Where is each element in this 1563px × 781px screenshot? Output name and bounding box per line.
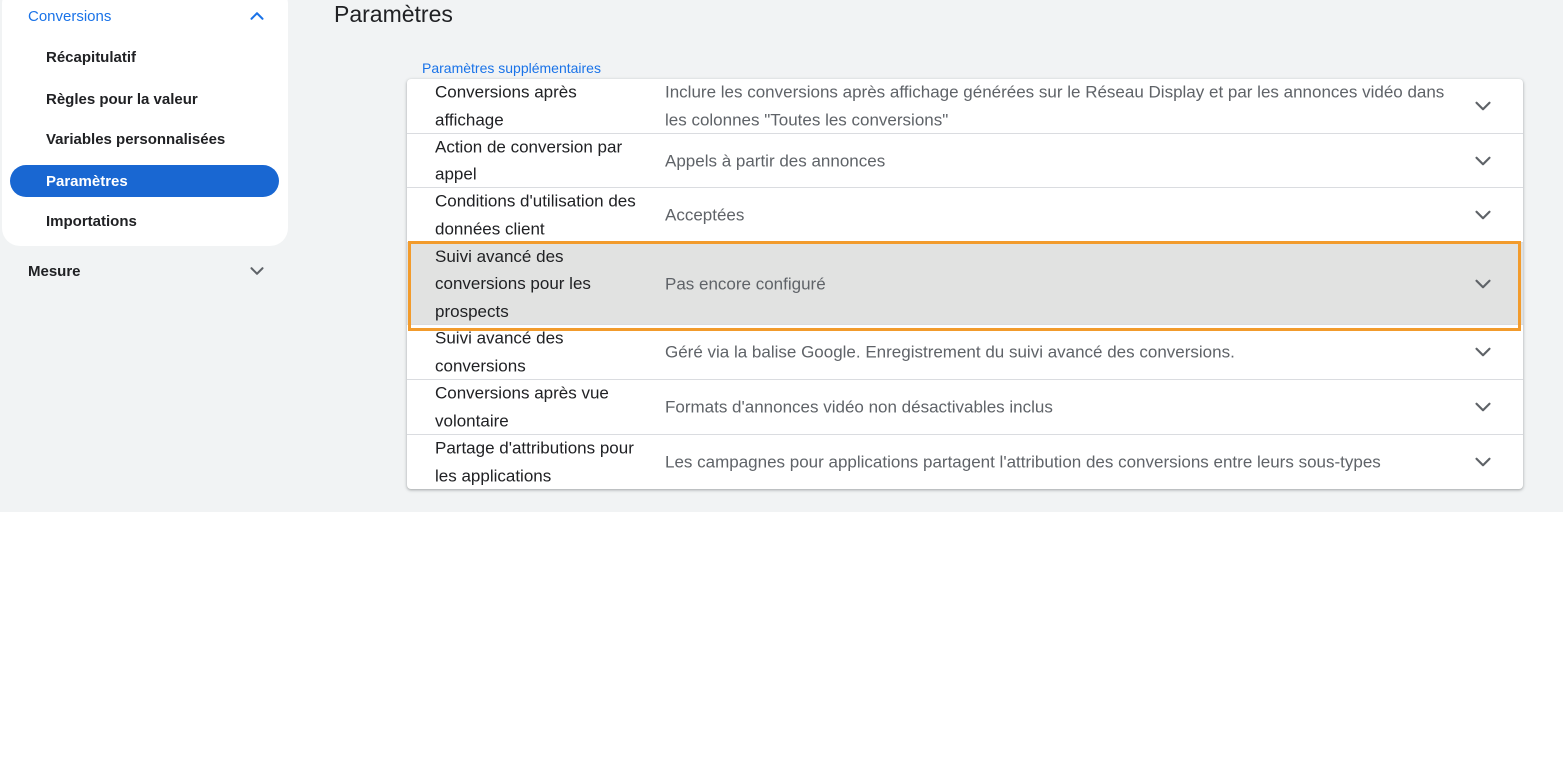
chevron-down-icon[interactable]: [1470, 339, 1496, 365]
setting-row-conversions-apres-affichage[interactable]: [407, 79, 1523, 134]
setting-row-conversions-vue-volontaire[interactable]: [407, 380, 1523, 435]
setting-name: Partage d'attributions pour les applications: [435, 438, 634, 485]
setting-row-partage-attributions[interactable]: [407, 435, 1523, 489]
sidebar-item-label: Importations: [46, 212, 137, 230]
setting-name: Conversions après affichage: [435, 82, 577, 129]
setting-name: Suivi avancé des conversions pour les prospects: [435, 246, 591, 321]
setting-value: Acceptées: [665, 205, 745, 225]
setting-row-conditions-donnees-client[interactable]: [407, 188, 1523, 243]
sidebar-item-label: Variables personnalisées: [46, 130, 226, 148]
setting-value: Appels à partir des annonces: [665, 150, 886, 170]
chevron-down-icon[interactable]: [1470, 449, 1496, 475]
setting-name: Action de conversion par appel: [435, 137, 623, 184]
setting-name: Conditions d'utilisation des données client: [435, 191, 636, 238]
setting-row-suivi-avance-prospects[interactable]: [407, 243, 1523, 325]
chevron-down-icon: [246, 260, 268, 282]
sidebar-item-parametres[interactable]: [10, 165, 279, 197]
sidebar-group-mesure[interactable]: [28, 257, 268, 285]
sidebar-group-label: Mesure: [28, 262, 81, 280]
sidebar-group-label: Conversions: [28, 7, 112, 25]
sidebar-item-variables-personnalisees[interactable]: [10, 123, 279, 155]
setting-value: Pas encore configuré: [665, 273, 826, 293]
setting-name: Conversions après vue volontaire: [435, 383, 609, 430]
chevron-down-icon[interactable]: [1470, 271, 1496, 297]
setting-value: Inclure les conversions après affichage générées sur le Réseau Display et par les annonces vidéo dans les colonnes "Toutes les conversions": [665, 82, 1445, 129]
chevron-up-icon: [246, 5, 268, 27]
sidebar-item-label: Règles pour la valeur: [46, 90, 198, 108]
section-title: Paramètres supplémentaires: [422, 60, 601, 76]
page-title: Paramètres: [334, 1, 453, 27]
chevron-down-icon[interactable]: [1470, 202, 1496, 228]
settings-card: [407, 79, 1523, 489]
chevron-down-icon[interactable]: [1470, 394, 1496, 420]
setting-value: Les campagnes pour applications partagent l'attribution des conversions entre leurs sous-types: [665, 452, 1381, 472]
sidebar-item-recapitulatif[interactable]: [10, 41, 279, 73]
setting-value: Formats d'annonces vidéo non désactivables inclus: [665, 397, 1053, 417]
chevron-down-icon[interactable]: [1470, 93, 1496, 119]
sidebar-item-label: Paramètres: [46, 172, 128, 190]
setting-row-suivi-avance-conversions[interactable]: [407, 325, 1523, 380]
setting-name: Suivi avancé des conversions: [435, 328, 564, 375]
chevron-down-icon[interactable]: [1470, 148, 1496, 174]
setting-row-action-conversion-appel[interactable]: [407, 134, 1523, 188]
sidebar-item-regles-valeur[interactable]: [10, 83, 279, 115]
sidebar-group-conversions[interactable]: [28, 2, 268, 30]
setting-value: Géré via la balise Google. Enregistrement du suivi avancé des conversions.: [665, 342, 1235, 362]
sidebar-item-label: Récapitulatif: [46, 48, 137, 66]
sidebar-item-importations[interactable]: [10, 205, 279, 237]
